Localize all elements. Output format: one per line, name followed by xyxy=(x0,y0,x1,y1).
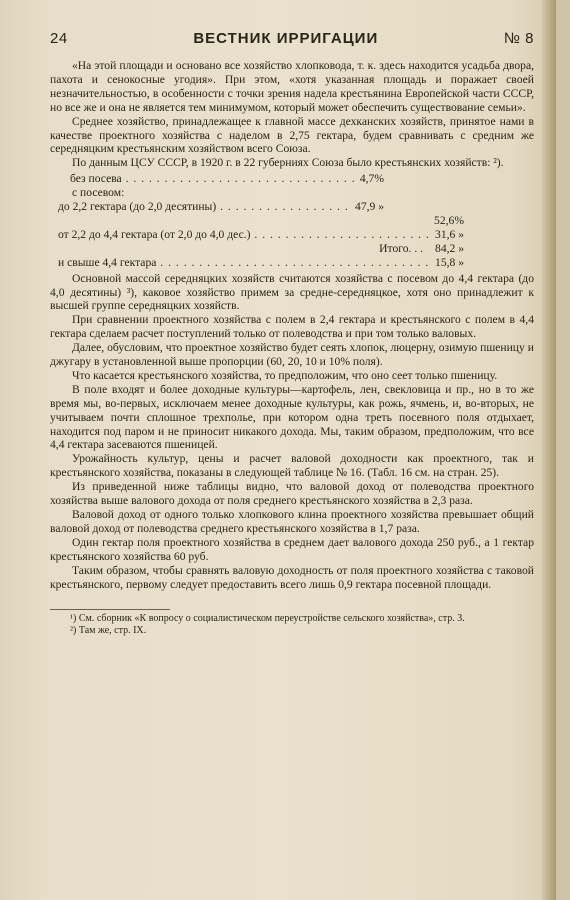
paragraph: По данным ЦСУ СССР, в 1920 г. в 22 губерниях Союза было крестьянских хозяйств: ²). xyxy=(72,156,504,170)
household-stats xyxy=(50,172,534,269)
page-number: 24 xyxy=(50,30,68,47)
paragraph: Далее, обусловим, что проектное хозяйство будет сеять хлопок, люцерну, озимую пшеницу и джугару в установленной выше пропорции (60, 20, 10 и 10% поля). xyxy=(50,341,534,369)
paragraph: Из приведенной ниже таблицы видно, что валовой доход от полеводства проектного хозяйства выше валового дохода от поля среднего крестьянского хозяйства в 2,3 раза. xyxy=(50,480,534,508)
paragraph: Урожайность культур, цены и расчет валовой доходности как проектного, так и крестьянского хозяйства, показаны в следующей таблице № 16. (Табл. 16 см. на стран. 25). xyxy=(50,452,534,480)
stats-row xyxy=(50,172,534,186)
stats-label: без посева . . . xyxy=(70,172,354,186)
stats-value: 84,2 » xyxy=(435,241,464,255)
stats-label: до 2,2 гектара (до 2,0 десятины) . . . xyxy=(58,200,349,214)
stats-label: от 2,2 до 4,4 гектара (от 2,0 до 4,0 дес.) . . . xyxy=(58,228,429,242)
body-text-bottom xyxy=(50,272,534,592)
footnote: ²) Там же, стр. IX. xyxy=(70,625,147,637)
stats-row xyxy=(50,186,534,200)
paragraph: Среднее хозяйство, принадлежащее к главной массе дехканских хозяйств, принятое нами в качестве проектного хозяйства с наделом в 2,75 гектара, будем сравнивать с средним же середняцким крестьянским хозяйством всего Союза. xyxy=(50,114,534,156)
stats-row xyxy=(50,256,534,270)
paragraph: Валовой доход от одного только хлопкового клина проектного хозяйства превышает общий валовой доход от полеводства среднего крестьянского хозяйства в 1,7 раза. xyxy=(50,508,534,535)
stats-value: 15,8 » xyxy=(435,255,464,269)
stats-row xyxy=(50,242,534,256)
stats-row xyxy=(50,200,534,214)
paragraph: Что касается крестьянского хозяйства, то предположим, что оно сеет только пшеницу. xyxy=(72,368,498,382)
stats-value: 47,9 » xyxy=(355,200,384,214)
paragraph: При сравнении проектного хозяйства с полем в 2,4 гектара и крестьянского с полем в 4,4 гектара сделаем расчет поступлений только от полеводства и при том только валовых. xyxy=(50,313,534,341)
journal-title: ВЕСТНИК ИРРИГАЦИИ xyxy=(193,30,379,47)
footnotes xyxy=(50,609,534,637)
issue-number: № 8 xyxy=(503,30,534,47)
body-text-top xyxy=(50,59,534,170)
stats-label: с посевом: xyxy=(72,186,125,200)
stats-row xyxy=(50,228,534,242)
footnote: ¹) См. сборник «К вопросу о социалистическом переустройстве сельского хозяйства», стр. 3. xyxy=(70,613,465,625)
paragraph: «На этой площади и основано все хозяйство хлопковода, т. к. здесь находится усадьба двора, пахота и сенокосные угодия». При этом, «хотя указанная площадь и поражает своей незначительностью, в особенности с точки зрения надела крестьянина Европейской части СССР, но все же и она не является тем минимумом, который может обеспечить существование семьи». xyxy=(50,59,534,114)
paragraph: Основной массой середняцких хозяйств считаются хозяйства с посевом до 4,4 гектара (до 4,0 десятины) ³), каковое хозяйство примем за средне-середняцкое, хотя оно принадлежит к высшей группе середняцких хозяйств. xyxy=(50,271,534,313)
stats-label: и свыше 4,4 гектара . . . xyxy=(58,256,429,270)
page-edge xyxy=(542,0,556,900)
stats-subtotal: 52,6% xyxy=(434,213,464,227)
stats-label: Итого. . . xyxy=(379,241,424,255)
paragraph: Один гектар поля проектного хозяйства в среднем дает валового дохода 250 руб., а 1 гектар крестьянского хозяйства 60 руб. xyxy=(50,535,534,563)
footnote-divider xyxy=(50,609,170,610)
paragraph: Таким образом, чтобы сравнять валовую доходность от поля проектного хозяйства с таковой крестьянского, первому следует предоставить всего лишь 0,9 гектара посевной площади. xyxy=(50,563,534,591)
stats-value: 4,7% xyxy=(359,172,384,186)
stats-value: 31,6 » xyxy=(435,227,464,241)
running-header xyxy=(50,30,534,47)
paragraph: В поле входят и более доходные культуры—картофель, лен, свекловица и пр., но в то же время мы, во-первых, исключаем менее доходные культуры, как рожь, ячмень, и, во-вторых, не учитываем почти сплошное трехполье, при котором одна треть посевного поля отдыхает, находится под паром и не приносит никакого дохода. Мы, таким образом, предположим, что все 4,4 гектара засеваются пшеницей. xyxy=(50,382,534,452)
